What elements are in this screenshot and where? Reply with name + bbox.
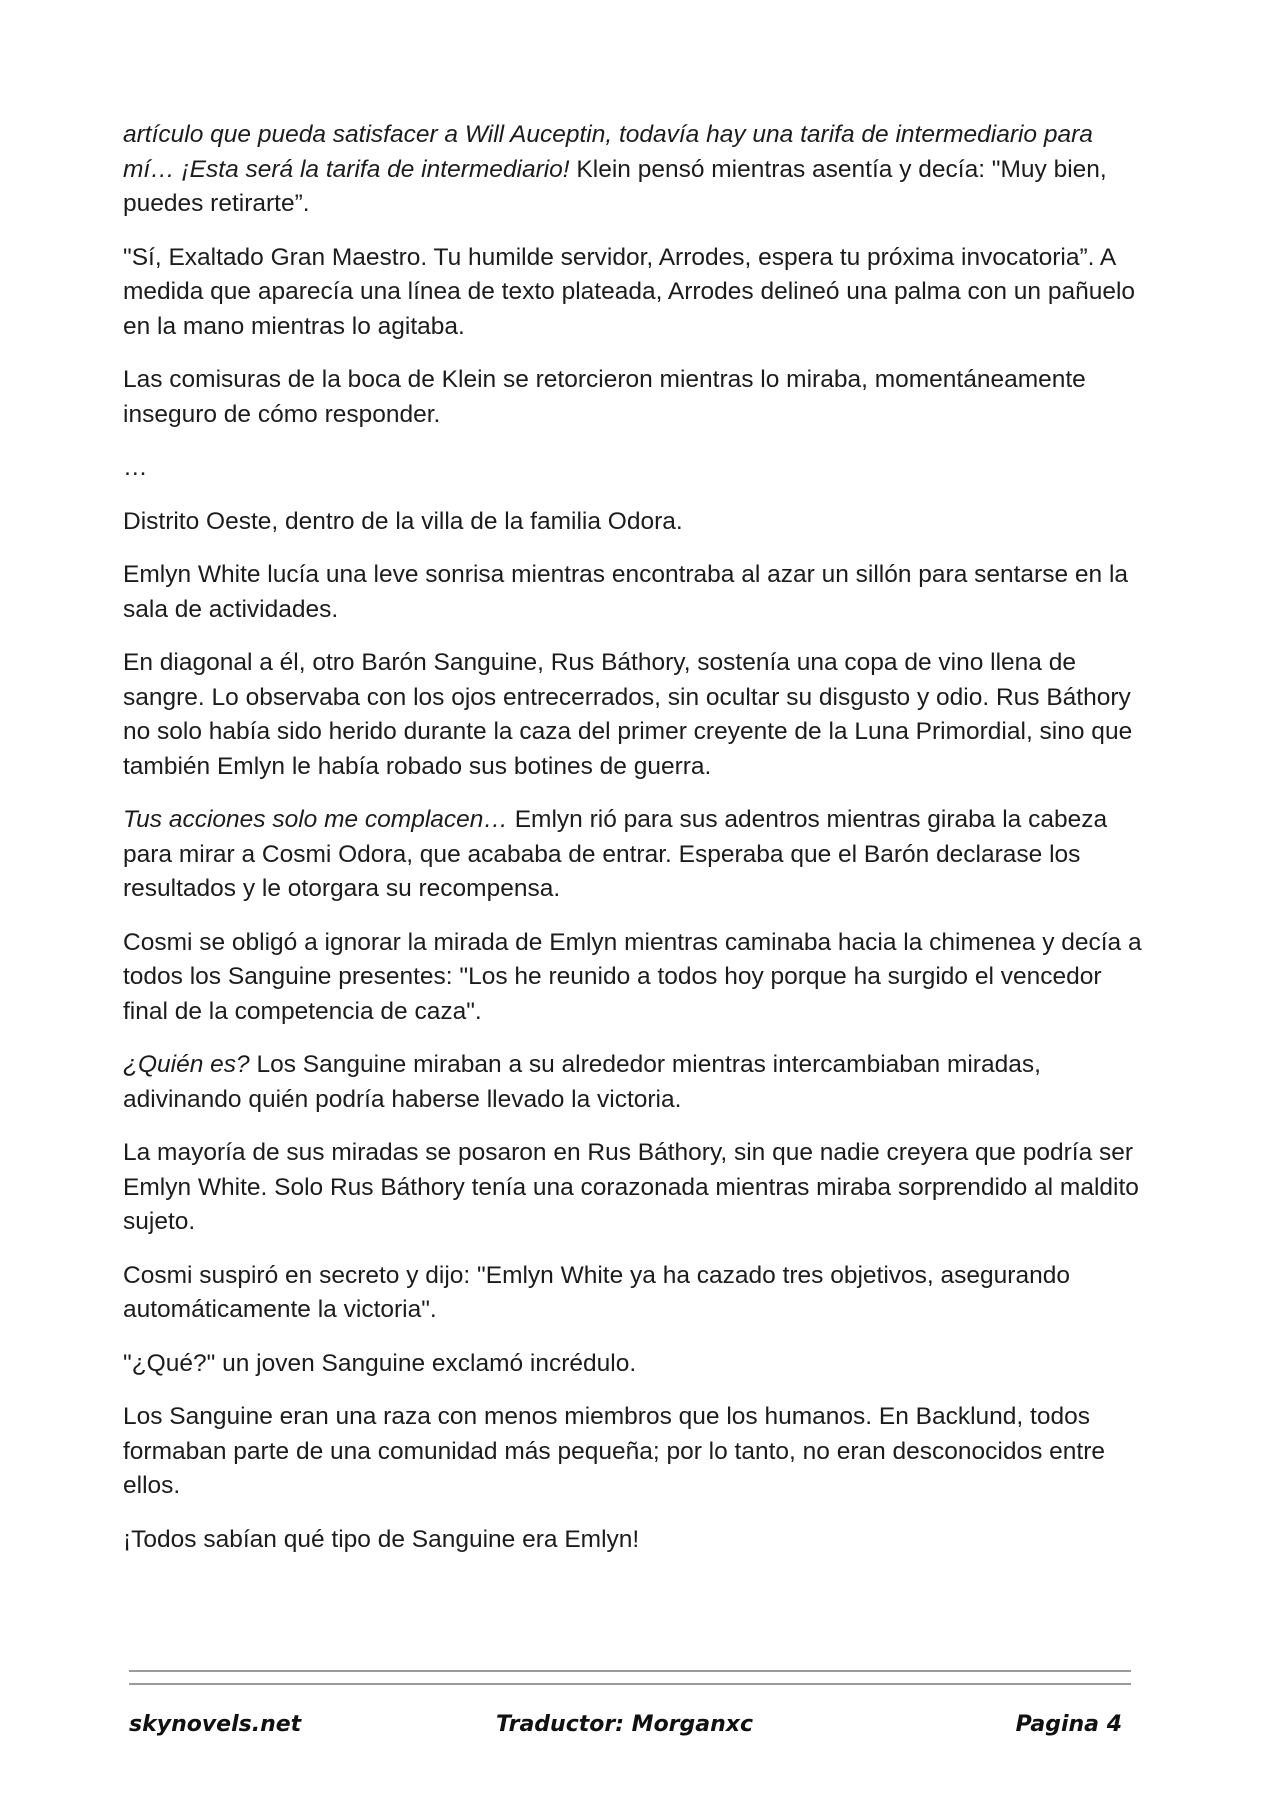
italic-text: artículo que pueda satisfacer a Will Auceptin, todavía hay una tarifa de intermediario para mí… ¡Esta será la tarifa de intermediario! [123,121,1093,183]
paragraph [123,1048,1143,1117]
paragraph [123,118,1143,222]
paragraph [123,241,1143,345]
paragraph [123,1523,1143,1558]
paragraph [123,451,1143,486]
text-span: Cosmi suspiró en secreto y dijo: "Emlyn White ya ha cazado tres objetivos, asegurando automáticamente la victoria". [123,1261,1070,1323]
text-span: "Sí, Exaltado Gran Maestro. Tu humilde servidor, Arrodes, espera tu próxima invocatoria”. A medida que aparecía una línea de texto plateada, Arrodes delineó una palma con un pañuelo en la mano mientras lo agitaba. [123,243,1136,340]
page-body [123,118,1143,1576]
text-span: "¿Qué?" un joven Sanguine exclamó incrédulo. [123,1349,637,1377]
paragraph [123,558,1143,627]
page-footer [129,1712,1122,1746]
text-span: Emlyn White lucía una leve sonrisa mientras encontraba al azar un sillón para sentarse en la sala de actividades. [123,561,1129,623]
italic-text: Tus acciones solo me complacen… [123,806,508,833]
text-span: En diagonal a él, otro Barón Sanguine, Rus Báthory, sostenía una copa de vino llena de sangre. Lo observaba con los ojos entrecerrados, sin ocultar su disgusto y odio. Rus Báthory no solo había sido herido durante la caza del primer creyente de la Luna Primordial, sino que también Emlyn le había robado sus botines de guerra. [123,649,1133,780]
footer-divider-top [129,1670,1131,1672]
text-span: Klein pensó mientras asentía y decía: "Muy bien, puedes retirarte”. [123,155,1107,217]
footer-divider-bottom [129,1683,1131,1685]
footer-translator: Traductor: Morganxc [496,1712,754,1737]
text-span: La mayoría de sus miradas se posaron en Rus Báthory, sin que nadie creyera que podría ser Emlyn White. Solo Rus Báthory tenía una corazonada mientras miraba sorprendido al maldito sujeto. [123,1139,1139,1235]
text-span: Las comisuras de la boca de Klein se retorcieron mientras lo miraba, momentáneamente inseguro de cómo responder. [123,366,1086,428]
text-span: Distrito Oeste, dentro de la villa de la familia Odora. [123,507,683,535]
text-span: Los Sanguine miraban a su alrededor mientras intercambiaban miradas, adivinando quién podría haberse llevado la victoria. [123,1051,1041,1113]
paragraph [123,505,1143,540]
paragraph [123,1259,1143,1328]
paragraph [123,1136,1143,1240]
paragraph [123,1347,1143,1382]
text-span: … [123,454,148,481]
text-span: Cosmi se obligó a ignorar la mirada de Emlyn mientras caminaba hacia la chimenea y decía a todos los Sanguine presentes: "Los he reunido a todos hoy porque ha surgido el vencedor final de la competencia de caza". [123,928,1142,1025]
footer-site-name: skynovels.net [129,1712,302,1737]
text-span: Emlyn rió para sus adentros mientras giraba la cabeza para mirar a Cosmi Odora, que acababa de entrar. Esperaba que el Barón declarase los resultados y le otorgara su recompensa. [123,806,1108,902]
text-span: ¡Todos sabían qué tipo de Sanguine era Emlyn! [123,1525,640,1553]
footer-page-number: Pagina 4 [1015,1712,1122,1737]
paragraph [123,363,1143,432]
paragraph [123,1400,1143,1504]
text-span: Los Sanguine eran una raza con menos miembros que los humanos. En Backlund, todos formaban parte de una comunidad más pequeña; por lo tanto, no eran desconocidos entre ellos. [123,1403,1106,1499]
paragraph [123,926,1143,1030]
paragraph [123,803,1143,907]
italic-text: ¿Quién es? [123,1051,250,1078]
paragraph [123,646,1143,784]
